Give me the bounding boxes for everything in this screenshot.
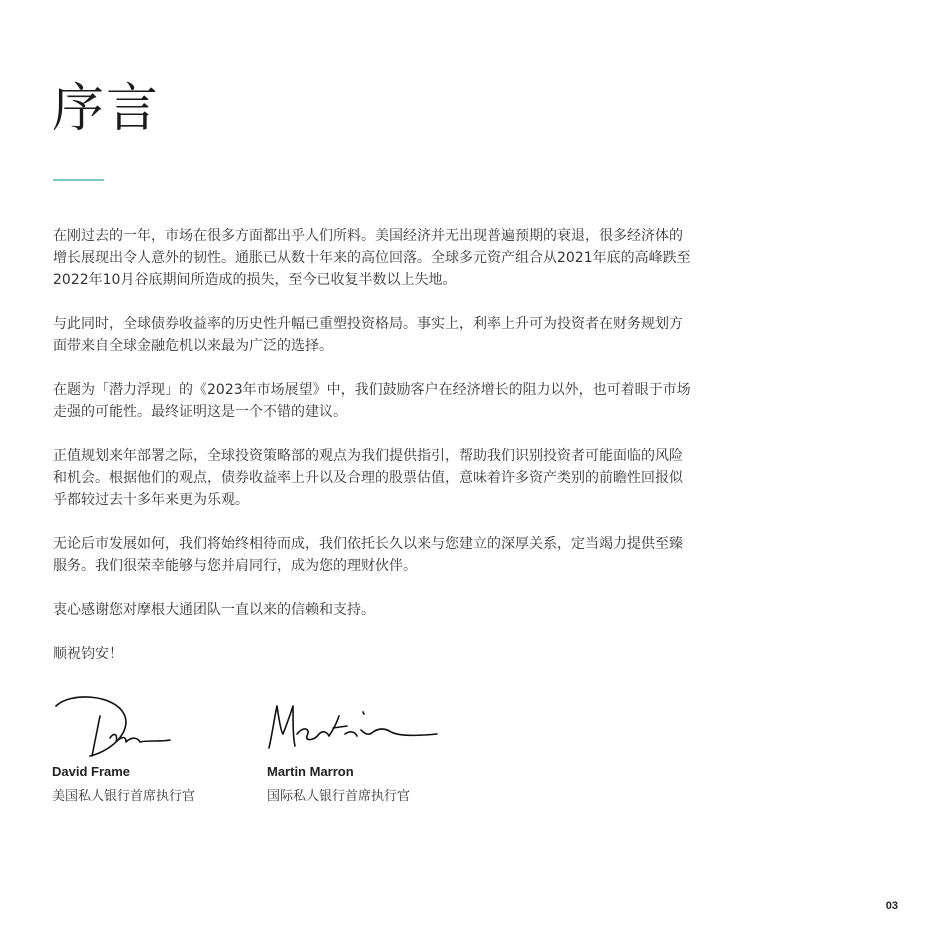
david-frame-signature — [52, 690, 232, 760]
signer-name: David Frame — [52, 764, 131, 779]
signer-title: 国际私人银行首席执行官 — [267, 789, 411, 804]
signer-name: Martin Marron — [267, 764, 354, 779]
closing-salutation: 顺祝钧安！ — [53, 646, 123, 662]
martin-marron-signature — [267, 690, 447, 760]
paragraph: 无论后市发展如何，我们将始终相待而成，我们依托长久以来与您建立的深厚关系，定当竭力提供至臻服务。我们很荣幸能够与您并肩同行，成为您的理财伙伴。 — [53, 536, 683, 574]
paragraph: 衷心感谢您对摩根大通团队一直以来的信赖和支持。 — [53, 602, 375, 618]
letter-body — [53, 225, 693, 687]
paragraph: 正值规划来年部署之际，全球投资策略部的观点为我们提供指引，帮助我们识别投资者可能面临的风险和机会。根据他们的观点，债券收益率上升以及合理的股票估值，意味着许多资产类别的前瞻性回报似乎都较过去十多年来更为乐观。 — [53, 448, 683, 508]
signature-section — [52, 690, 552, 810]
signature-block-martin-marron — [267, 690, 447, 804]
page-title: 序言 — [52, 79, 161, 139]
signature-block-david-frame — [52, 690, 232, 804]
paragraph: 在刚过去的一年，市场在很多方面都出乎人们所料。美国经济并无出现普遍预期的衰退，很多经济体的增长展现出令人意外的韧性。通胀已从数十年来的高位回落。全球多元资产组合从2021年底的高峰跌至2022年10月谷底期间所造成的损失，至今已收复半数以上失地。 — [53, 228, 691, 288]
title-accent-rule — [53, 179, 104, 181]
paragraph: 在题为「潜力浮现」的《2023年市场展望》中，我们鼓励客户在经济增长的阻力以外，也可着眼于市场走强的可能性。最终证明这是一个不错的建议。 — [53, 382, 691, 420]
page-number: 03 — [885, 900, 898, 912]
signer-title: 美国私人银行首席执行官 — [52, 789, 196, 804]
paragraph: 与此同时，全球债券收益率的历史性升幅已重塑投资格局。事实上，利率上升可为投资者在财务规划方面带来自全球金融危机以来最为广泛的选择。 — [53, 316, 683, 354]
